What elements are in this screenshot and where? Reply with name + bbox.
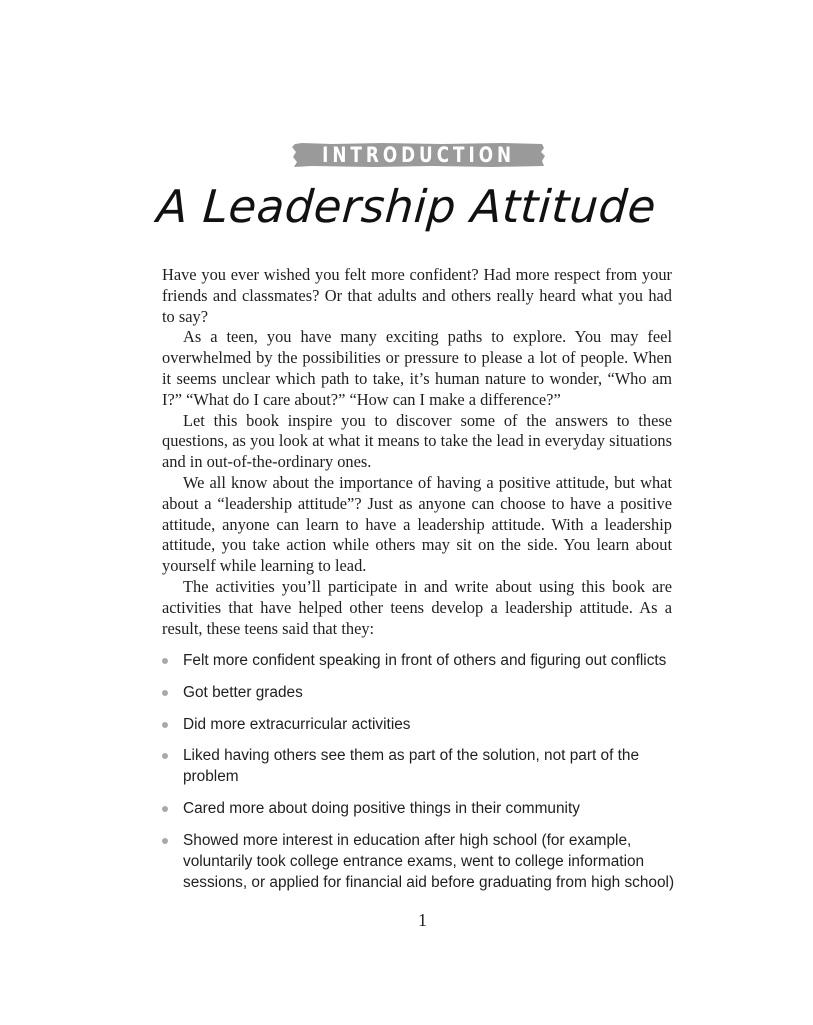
- list-item-text: Showed more interest in education after high school (for example, voluntarily took college entrance exams, went to college information sessions, or applied for financial aid before graduating from high school): [183, 831, 675, 891]
- chapter-banner: [292, 142, 546, 168]
- paragraph-2: As a teen, you have many exciting paths to explore. You may feel overwhelmed by the possibilities or pressure to please a lot of people. When it seems unclear which path to take, it’s human nature to wonder, “Who am I?” “What do I care about?” “How can I make a difference?”: [162, 327, 672, 409]
- list-item: [162, 830, 682, 893]
- chapter-label: INTRODUCTION: [322, 143, 516, 167]
- page-title: A Leadership Attitude: [155, 180, 658, 233]
- list-item-text: Got better grades: [183, 683, 303, 701]
- bullet-icon: [162, 722, 168, 728]
- list-item-text: Did more extracurricular activities: [183, 715, 411, 733]
- results-list: [162, 650, 682, 904]
- list-item-text: Liked having others see them as part of the solution, not part of the problem: [183, 747, 640, 786]
- bullet-icon: [162, 690, 168, 696]
- paragraph-4: We all know about the importance of having a positive attitude, but what about a “leadership attitude”? Just as anyone can choose to have a positive attitude, anyone can learn to have a leadership attitude. With a leadership attitude, you take action while others may sit on the side. You learn about yourself while learning to lead.: [162, 472, 672, 576]
- paragraph-3: Let this book inspire you to discover some of the answers to these questions, as you look at what it means to take the lead in everyday situations and in out-of-the-ordinary ones.: [162, 410, 672, 472]
- paragraph-1: Have you ever wished you felt more confident? Had more respect from your friends and classmates? Or that adults and others really heard what you had to say?: [162, 265, 672, 326]
- bullet-icon: [162, 753, 168, 759]
- page-number: 1: [418, 910, 427, 930]
- list-item: [162, 682, 682, 703]
- list-item-text: Felt more confident speaking in front of others and figuring out conflicts: [183, 652, 667, 669]
- list-item: [162, 798, 682, 819]
- bullet-icon: [162, 658, 168, 664]
- bullet-icon: [162, 806, 168, 812]
- bullet-icon: [162, 838, 168, 844]
- body-text: [162, 265, 672, 639]
- list-item-text: Cared more about doing positive things in their community: [183, 800, 580, 818]
- list-item: [162, 745, 682, 787]
- list-item: [162, 650, 682, 671]
- paragraph-5: The activities you’ll participate in and write about using this book are activities that have helped other teens develop a leadership attitude. As a result, these teens said that they:: [162, 576, 672, 638]
- list-item: [162, 714, 682, 735]
